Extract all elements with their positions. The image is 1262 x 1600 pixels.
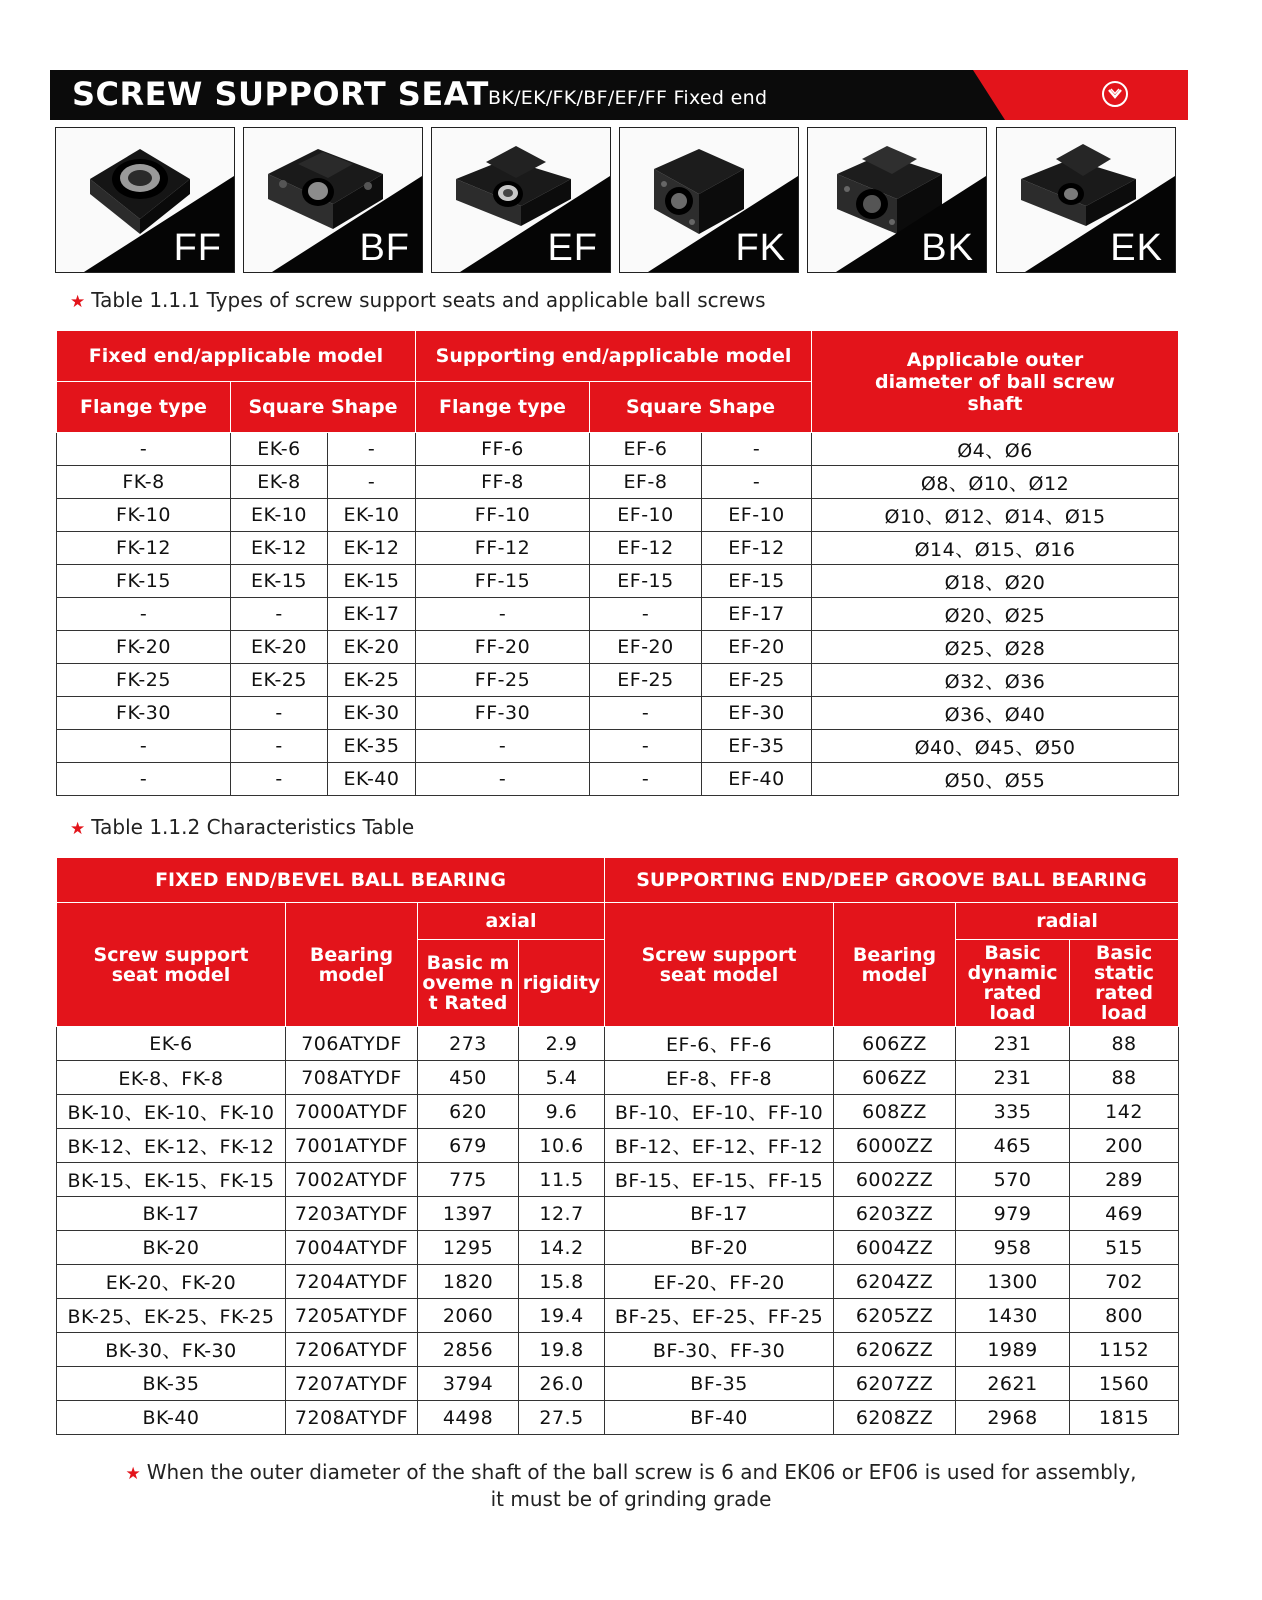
table-cell: - <box>57 763 231 796</box>
table-cell: FK-12 <box>57 532 231 565</box>
product-gallery <box>55 127 1178 273</box>
dynamic-load-header: Basic dynamic rated load <box>956 940 1070 1027</box>
table-cell: 26.0 <box>519 1367 605 1401</box>
supporting-seat-model-header: Screw support seat model <box>605 903 834 1027</box>
table-row <box>57 763 1179 796</box>
table-cell: FK-8 <box>57 466 231 499</box>
table-cell: 88 <box>1070 1027 1179 1061</box>
table-cell: 19.8 <box>519 1333 605 1367</box>
banner-red-accent <box>973 70 1188 120</box>
table-cell: Ø18、Ø20 <box>812 565 1179 598</box>
table-cell: EF-10 <box>590 499 702 532</box>
fixed-flange-header: Flange type <box>57 382 231 433</box>
table-cell: EF-12 <box>702 532 812 565</box>
characteristics-table <box>56 857 1179 1435</box>
table-row <box>57 664 1179 697</box>
table-cell: 7207ATYDF <box>286 1367 418 1401</box>
table-cell: EK-8、FK-8 <box>57 1061 286 1095</box>
table-cell: 775 <box>418 1163 519 1197</box>
table-cell: - <box>57 730 231 763</box>
table-cell: Ø20、Ø25 <box>812 598 1179 631</box>
table-cell: EK-25 <box>231 664 328 697</box>
table-cell: BF-35 <box>605 1367 834 1401</box>
star-icon: ★ <box>70 292 86 312</box>
table-row <box>57 532 1179 565</box>
table-cell: EF-20 <box>702 631 812 664</box>
table-row <box>57 697 1179 730</box>
product-tile-ek[interactable] <box>996 127 1176 273</box>
table-cell: 4498 <box>418 1401 519 1435</box>
table-cell: 1152 <box>1070 1333 1179 1367</box>
table-cell: EF-25 <box>702 664 812 697</box>
table-cell: 606ZZ <box>834 1061 956 1095</box>
table2-caption-text: Table 1.1.2 Characteristics Table <box>91 815 415 839</box>
table-cell: 1295 <box>418 1231 519 1265</box>
table-cell: 6207ZZ <box>834 1367 956 1401</box>
table-cell: Ø40、Ø45、Ø50 <box>812 730 1179 763</box>
table-cell: EF-8 <box>590 466 702 499</box>
page-title: SCREW SUPPORT SEAT <box>72 75 489 113</box>
table-cell: FF-12 <box>416 532 590 565</box>
table-cell: FF-30 <box>416 697 590 730</box>
table-cell: 570 <box>956 1163 1070 1197</box>
table-cell: 7208ATYDF <box>286 1401 418 1435</box>
table-cell: EK-15 <box>231 565 328 598</box>
table-cell: - <box>702 433 812 466</box>
table-cell: - <box>57 598 231 631</box>
table-cell: 10.6 <box>519 1129 605 1163</box>
product-tile-ff[interactable] <box>55 127 235 273</box>
table-cell: 11.5 <box>519 1163 605 1197</box>
product-code: FK <box>735 227 786 269</box>
table-row <box>57 1027 1179 1061</box>
table-cell: - <box>416 763 590 796</box>
table-row <box>57 598 1179 631</box>
table-cell: 6002ZZ <box>834 1163 956 1197</box>
table-cell: 200 <box>1070 1129 1179 1163</box>
table-cell: FF-20 <box>416 631 590 664</box>
table-cell: 450 <box>418 1061 519 1095</box>
table-cell: 465 <box>956 1129 1070 1163</box>
table-cell: Ø36、Ø40 <box>812 697 1179 730</box>
product-tile-bk[interactable] <box>807 127 987 273</box>
supporting-square-header: Square Shape <box>590 382 812 433</box>
table-cell: FF-8 <box>416 466 590 499</box>
table-cell: - <box>590 730 702 763</box>
chevron-down-circle-icon[interactable] <box>1102 81 1128 107</box>
product-code: BK <box>921 227 974 269</box>
table-cell: 2.9 <box>519 1027 605 1061</box>
axial-header: axial <box>418 903 605 940</box>
table-row <box>57 565 1179 598</box>
table-row <box>57 499 1179 532</box>
table-cell: 5.4 <box>519 1061 605 1095</box>
table-cell: EK-8 <box>231 466 328 499</box>
table-cell: - <box>231 730 328 763</box>
diameter-header: Applicable outer diameter of ball screw shaft <box>812 331 1179 433</box>
table-row <box>57 1061 1179 1095</box>
table-cell: 27.5 <box>519 1401 605 1435</box>
table-cell: 7203ATYDF <box>286 1197 418 1231</box>
table-cell: 6205ZZ <box>834 1299 956 1333</box>
table-cell: 7001ATYDF <box>286 1129 418 1163</box>
product-code: BF <box>359 227 410 269</box>
table-cell: 2968 <box>956 1401 1070 1435</box>
table-cell: 679 <box>418 1129 519 1163</box>
table-cell: 2856 <box>418 1333 519 1367</box>
table-cell: 608ZZ <box>834 1095 956 1129</box>
table-cell: BK-25、EK-25、FK-25 <box>57 1299 286 1333</box>
product-tile-fk[interactable] <box>619 127 799 273</box>
table-cell: Ø25、Ø28 <box>812 631 1179 664</box>
table-cell: 12.7 <box>519 1197 605 1231</box>
table-cell: EK-12 <box>328 532 416 565</box>
table-row <box>57 1367 1179 1401</box>
table-cell: 273 <box>418 1027 519 1061</box>
table-cell: 231 <box>956 1061 1070 1095</box>
table-cell: 6203ZZ <box>834 1197 956 1231</box>
table1-caption-text: Table 1.1.1 Types of screw support seats and applicable ball screws <box>91 288 766 312</box>
table-cell: Ø8、Ø10、Ø12 <box>812 466 1179 499</box>
table-cell: - <box>702 466 812 499</box>
table-cell: 469 <box>1070 1197 1179 1231</box>
table2-caption <box>70 815 414 839</box>
table-cell: EK-40 <box>328 763 416 796</box>
table-cell: BF-15、EF-15、FF-15 <box>605 1163 834 1197</box>
star-icon: ★ <box>125 1464 141 1484</box>
table-cell: - <box>590 697 702 730</box>
table-cell: 88 <box>1070 1061 1179 1095</box>
table-cell: BK-15、EK-15、FK-15 <box>57 1163 286 1197</box>
table-cell: - <box>590 763 702 796</box>
supporting-flange-header: Flange type <box>416 382 590 433</box>
table-cell: 2621 <box>956 1367 1070 1401</box>
table-cell: FK-30 <box>57 697 231 730</box>
table-cell: BF-10、EF-10、FF-10 <box>605 1095 834 1129</box>
table-cell: - <box>416 730 590 763</box>
table-cell: EK-20 <box>328 631 416 664</box>
support-seat-types-table <box>56 330 1179 796</box>
page-subtitle: BK/EK/FK/BF/EF/FF Fixed end <box>488 87 768 109</box>
table-cell: EK-6 <box>231 433 328 466</box>
table-cell: 15.8 <box>519 1265 605 1299</box>
table-cell: EF-17 <box>702 598 812 631</box>
table-cell: 515 <box>1070 1231 1179 1265</box>
table-cell: 800 <box>1070 1299 1179 1333</box>
rigidity-header: rigidity <box>519 940 605 1027</box>
header-banner <box>50 70 1188 120</box>
table-cell: EF-20、FF-20 <box>605 1265 834 1299</box>
table-cell: 1430 <box>956 1299 1070 1333</box>
table-row <box>57 1129 1179 1163</box>
table-cell: EF-12 <box>590 532 702 565</box>
table-cell: FK-25 <box>57 664 231 697</box>
table1-body <box>57 433 1179 796</box>
table-cell: 606ZZ <box>834 1027 956 1061</box>
table-cell: EK-6 <box>57 1027 286 1061</box>
table-cell: BF-20 <box>605 1231 834 1265</box>
table-cell: 702 <box>1070 1265 1179 1299</box>
table-cell: - <box>231 598 328 631</box>
table-cell: BK-17 <box>57 1197 286 1231</box>
table-cell: 19.4 <box>519 1299 605 1333</box>
table-cell: EK-17 <box>328 598 416 631</box>
table-row <box>57 1197 1179 1231</box>
table-cell: BK-35 <box>57 1367 286 1401</box>
table-cell: BF-12、EF-12、FF-12 <box>605 1129 834 1163</box>
fixed-square-header: Square Shape <box>231 382 416 433</box>
table-cell: EK-12 <box>231 532 328 565</box>
fixed-bearing-model-header: Bearing model <box>286 903 418 1027</box>
table2-body <box>57 1027 1179 1435</box>
table-cell: EK-10 <box>328 499 416 532</box>
table-cell: EK-10 <box>231 499 328 532</box>
table-cell: FF-6 <box>416 433 590 466</box>
table-cell: FK-15 <box>57 565 231 598</box>
table-cell: - <box>416 598 590 631</box>
static-load-header: Basic static rated load <box>1070 940 1179 1027</box>
product-code: EF <box>547 227 598 269</box>
table-cell: 231 <box>956 1027 1070 1061</box>
fixed-end-header: Fixed end/applicable model <box>57 331 416 382</box>
table-cell: 335 <box>956 1095 1070 1129</box>
table-cell: 1820 <box>418 1265 519 1299</box>
table-row <box>57 1401 1179 1435</box>
table-cell: 3794 <box>418 1367 519 1401</box>
table-cell: 958 <box>956 1231 1070 1265</box>
table-cell: 7000ATYDF <box>286 1095 418 1129</box>
table-cell: 6004ZZ <box>834 1231 956 1265</box>
table-cell: BK-12、EK-12、FK-12 <box>57 1129 286 1163</box>
fixed-seat-model-header: Screw support seat model <box>57 903 286 1027</box>
supporting-end-header: Supporting end/applicable model <box>416 331 812 382</box>
table-cell: 2060 <box>418 1299 519 1333</box>
product-code: FF <box>173 227 222 269</box>
table-cell: - <box>231 697 328 730</box>
table-cell: EF-8、FF-8 <box>605 1061 834 1095</box>
table-cell: EF-6、FF-6 <box>605 1027 834 1061</box>
table-cell: 6206ZZ <box>834 1333 956 1367</box>
table-cell: EF-15 <box>702 565 812 598</box>
product-code: EK <box>1110 227 1163 269</box>
product-tile-bf[interactable] <box>243 127 423 273</box>
table-cell: 6204ZZ <box>834 1265 956 1299</box>
table1-caption <box>70 288 766 312</box>
table-cell: Ø50、Ø55 <box>812 763 1179 796</box>
table-cell: 6208ZZ <box>834 1401 956 1435</box>
table-row <box>57 1231 1179 1265</box>
table-cell: - <box>231 763 328 796</box>
supporting-bearing-model-header: Bearing model <box>834 903 956 1027</box>
table-cell: 1989 <box>956 1333 1070 1367</box>
supporting-bearing-header: SUPPORTING END/DEEP GROOVE BALL BEARING <box>605 858 1179 903</box>
table-row <box>57 1095 1179 1129</box>
table-cell: FK-10 <box>57 499 231 532</box>
table-cell: 1815 <box>1070 1401 1179 1435</box>
table-row <box>57 433 1179 466</box>
table-cell: - <box>328 466 416 499</box>
table-row <box>57 1265 1179 1299</box>
table-cell: BK-10、EK-10、FK-10 <box>57 1095 286 1129</box>
table-cell: 708ATYDF <box>286 1061 418 1095</box>
table-cell: FK-20 <box>57 631 231 664</box>
table-cell: EK-20、FK-20 <box>57 1265 286 1299</box>
table-cell: Ø10、Ø12、Ø14、Ø15 <box>812 499 1179 532</box>
table-cell: Ø14、Ø15、Ø16 <box>812 532 1179 565</box>
table-cell: EF-6 <box>590 433 702 466</box>
table-cell: EF-35 <box>702 730 812 763</box>
table-row <box>57 1163 1179 1197</box>
table-cell: FF-15 <box>416 565 590 598</box>
table-cell: 706ATYDF <box>286 1027 418 1061</box>
table-cell: 620 <box>418 1095 519 1129</box>
star-icon: ★ <box>70 819 86 839</box>
table-cell: EK-20 <box>231 631 328 664</box>
radial-header: radial <box>956 903 1179 940</box>
table-cell: 1300 <box>956 1265 1070 1299</box>
table-row <box>57 1333 1179 1367</box>
table-cell: EF-30 <box>702 697 812 730</box>
table-cell: - <box>590 598 702 631</box>
table-row <box>57 466 1179 499</box>
table-cell: EK-15 <box>328 565 416 598</box>
table-cell: 7205ATYDF <box>286 1299 418 1333</box>
table-cell: BF-25、EF-25、FF-25 <box>605 1299 834 1333</box>
table-cell: BK-40 <box>57 1401 286 1435</box>
basic-movement-header: Basic moveme nt Rated <box>418 940 519 1027</box>
table-cell: Ø4、Ø6 <box>812 433 1179 466</box>
table-cell: EF-40 <box>702 763 812 796</box>
table-cell: 7204ATYDF <box>286 1265 418 1299</box>
table-cell: 1560 <box>1070 1367 1179 1401</box>
table-cell: FF-25 <box>416 664 590 697</box>
table-cell: BF-30、FF-30 <box>605 1333 834 1367</box>
product-tile-ef[interactable] <box>431 127 611 273</box>
fixed-bearing-header: FIXED END/BEVEL BALL BEARING <box>57 858 605 903</box>
table-cell: 9.6 <box>519 1095 605 1129</box>
footnote-line2: it must be of grinding grade <box>490 1487 772 1511</box>
table-row <box>57 1299 1179 1333</box>
table-row <box>57 631 1179 664</box>
table-cell: - <box>57 433 231 466</box>
table-cell: 7002ATYDF <box>286 1163 418 1197</box>
footnote <box>0 1460 1262 1512</box>
table-cell: BK-20 <box>57 1231 286 1265</box>
table-cell: - <box>328 433 416 466</box>
table-cell: 7004ATYDF <box>286 1231 418 1265</box>
table-cell: EK-30 <box>328 697 416 730</box>
table-cell: 979 <box>956 1197 1070 1231</box>
table-cell: EK-25 <box>328 664 416 697</box>
table-cell: BF-17 <box>605 1197 834 1231</box>
table-cell: EF-15 <box>590 565 702 598</box>
table-cell: EF-25 <box>590 664 702 697</box>
table-row <box>57 730 1179 763</box>
table-cell: BF-40 <box>605 1401 834 1435</box>
table-cell: 289 <box>1070 1163 1179 1197</box>
table-cell: EK-35 <box>328 730 416 763</box>
table-cell: 1397 <box>418 1197 519 1231</box>
table-cell: 14.2 <box>519 1231 605 1265</box>
table-cell: Ø32、Ø36 <box>812 664 1179 697</box>
table-cell: EF-10 <box>702 499 812 532</box>
table-cell: BK-30、FK-30 <box>57 1333 286 1367</box>
table-cell: 6000ZZ <box>834 1129 956 1163</box>
table-cell: 7206ATYDF <box>286 1333 418 1367</box>
table-cell: FF-10 <box>416 499 590 532</box>
table-cell: EF-20 <box>590 631 702 664</box>
table-cell: 142 <box>1070 1095 1179 1129</box>
footnote-line1: When the outer diameter of the shaft of the ball screw is 6 and EK06 or EF06 is used for assembly, <box>146 1460 1137 1484</box>
